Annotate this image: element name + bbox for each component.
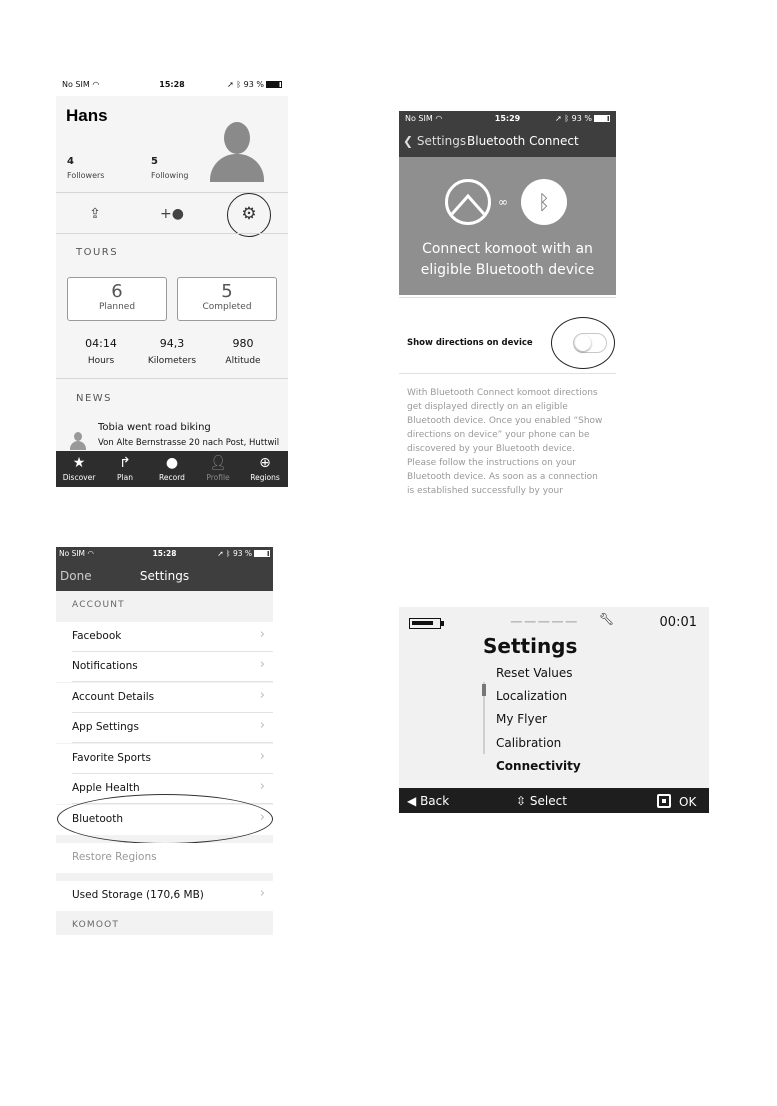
planned-tours-button[interactable]: 6 Planned <box>67 277 167 321</box>
followers-count[interactable]: 4 <box>67 156 74 167</box>
tab-bar <box>56 451 288 487</box>
wifi-icon: ◠ <box>92 80 100 89</box>
nav-bar <box>56 561 273 591</box>
battery-icon <box>409 618 441 629</box>
share-icon[interactable]: ⇪ <box>89 206 101 222</box>
triangle-left-icon: ◀ <box>407 794 417 808</box>
bluetooth-highlight <box>57 794 273 844</box>
toggle-knob <box>575 335 591 351</box>
profile-screen <box>56 74 288 487</box>
battery-icon <box>594 115 610 122</box>
wifi-icon: ◠ <box>87 549 94 558</box>
signal-dashes-icon: ━━ ━━ ━━ ━━ ━━ <box>511 618 577 628</box>
tab-discover[interactable]: ★ Discover <box>56 451 102 487</box>
star-icon: ★ <box>72 455 86 471</box>
up-down-icon: ⇳ <box>516 794 527 808</box>
device-clock: 00:01 <box>659 615 697 630</box>
profile-name: Hans <box>66 106 108 125</box>
battery-icon <box>254 550 270 557</box>
device-ok-button[interactable]: OK <box>657 794 696 809</box>
show-directions-toggle[interactable] <box>573 333 607 353</box>
news-item-subtitle[interactable]: Von Alte Bernstrasse 20 nach Post, Huttwil <box>98 438 280 448</box>
tab-profile[interactable]: 👤︎ Profile <box>195 451 241 487</box>
battery-icon <box>266 81 282 88</box>
tab-record[interactable]: ● Record <box>149 451 195 487</box>
news-avatar[interactable] <box>70 432 86 450</box>
wifi-icon: ◠ <box>435 114 443 123</box>
clock-label: 15:28 <box>152 549 177 558</box>
clock-label: 15:28 <box>159 80 185 89</box>
square-button-icon <box>657 794 671 808</box>
komoot-section-title: KOMOOT <box>72 920 120 930</box>
menu-scrollbar <box>483 682 485 754</box>
page-title: Settings <box>139 569 190 583</box>
bluetooth-connect-screen <box>399 111 616 497</box>
globe-icon: ⊕ <box>259 455 271 471</box>
device-menu-reset-values[interactable]: Reset Values <box>496 666 573 680</box>
chevron-right-icon: › <box>259 657 265 672</box>
location-icon: ➚ <box>217 549 224 558</box>
bluetooth-icon: ᛒ <box>226 549 231 558</box>
metric-kilometers: 94,3 Kilometers <box>147 337 197 366</box>
chevron-right-icon: › <box>259 749 265 764</box>
bluetooth-icon: ᛒ <box>236 80 242 89</box>
chevron-right-icon: › <box>259 718 265 733</box>
bluetooth-logo-icon: ᛒ <box>521 179 567 225</box>
route-arrow-icon: ↱ <box>119 455 131 471</box>
tab-regions[interactable]: ⊕ Regions <box>242 451 288 487</box>
settings-gear-highlight[interactable] <box>227 193 271 237</box>
hero-banner <box>399 157 616 295</box>
battery-status: ➚ ᛒ 93 % <box>555 114 610 123</box>
news-item-title[interactable]: Tobia went road biking <box>98 422 211 433</box>
carrier-label: No SIM ◠ <box>62 80 100 89</box>
chevron-right-icon: › <box>259 810 265 825</box>
device-menu-my-flyer[interactable]: My Flyer <box>496 712 547 726</box>
device-settings-screen <box>399 607 709 813</box>
device-select-button[interactable]: ⇳ Select <box>516 794 567 808</box>
device-back-button[interactable]: ◀ Back <box>407 794 450 808</box>
tours-section-title: TOURS <box>76 247 119 258</box>
back-button[interactable]: ❮ Settings <box>403 134 467 148</box>
settings-item-favorite-sports[interactable]: Favorite Sports › <box>56 744 273 774</box>
metric-altitude: 980 Altitude <box>225 337 261 366</box>
record-icon: ● <box>165 455 179 471</box>
show-directions-row <box>399 297 616 373</box>
settings-item-account-details[interactable]: Account Details › <box>56 683 273 713</box>
clock-label: 15:29 <box>494 114 521 123</box>
settings-item-restore-regions[interactable]: Restore Regions <box>56 843 273 873</box>
following-label[interactable]: Following <box>151 171 189 180</box>
chevron-left-icon: ❮ <box>403 134 414 148</box>
settings-item-app-settings[interactable]: App Settings › <box>56 713 273 743</box>
battery-status: ➚ ᛒ 93 % <box>227 80 282 89</box>
following-count[interactable]: 5 <box>151 156 158 167</box>
settings-item-facebook[interactable]: Facebook › <box>56 622 273 652</box>
location-icon: ➚ <box>555 114 562 123</box>
person-icon: 👤︎ <box>209 455 227 471</box>
carrier-label: No SIM ◠ <box>405 114 443 123</box>
avatar[interactable] <box>206 120 268 182</box>
metric-hours: 04:14 Hours <box>85 337 117 366</box>
wrench-icon: 🔧︎ <box>599 612 615 626</box>
bluetooth-icon: ᛒ <box>564 114 570 123</box>
chevron-right-icon: › <box>259 886 265 901</box>
nav-bar <box>399 127 616 157</box>
komoot-logo-icon <box>445 179 491 225</box>
device-button-bar <box>399 788 709 813</box>
settings-item-apple-health[interactable]: Apple Health › <box>56 774 273 804</box>
tab-plan[interactable]: ↱ Plan <box>102 451 148 487</box>
chevron-right-icon: › <box>259 779 265 794</box>
device-menu-localization[interactable]: Localization <box>496 689 568 703</box>
settings-screen <box>56 547 273 935</box>
followers-label[interactable]: Followers <box>67 171 105 180</box>
hero-text: Connect komoot with an eligible Bluetooth device <box>420 241 595 278</box>
account-section-title: ACCOUNT <box>72 600 125 610</box>
device-menu-calibration[interactable]: Calibration <box>496 736 562 750</box>
gear-icon[interactable]: ⚙ <box>241 204 257 224</box>
device-title: Settings <box>483 634 578 658</box>
battery-status: ➚ ᛒ 93 % <box>217 549 270 558</box>
chevron-right-icon: › <box>259 627 265 642</box>
settings-item-bluetooth[interactable]: Bluetooth › <box>56 805 273 835</box>
link-icon: ∞ <box>498 195 508 209</box>
show-directions-label: Show directions on device <box>407 338 533 348</box>
done-button[interactable]: Done <box>60 569 92 583</box>
settings-item-notifications[interactable]: Notifications › <box>56 652 273 682</box>
add-friend-icon[interactable]: +● <box>160 206 184 222</box>
carrier-label: No SIM ◠ <box>59 549 94 558</box>
location-icon: ➚ <box>227 80 234 89</box>
status-bar <box>56 547 273 561</box>
device-menu-connectivity[interactable]: Connectivity <box>496 759 581 773</box>
status-bar <box>399 111 616 127</box>
settings-item-used-storage[interactable]: Used Storage (170,6 MB) › <box>56 881 273 911</box>
news-section-title: NEWS <box>76 393 113 404</box>
description-text: With Bluetooth Connect komoot directions get displayed directly on an eligible Bluetooth device. Once you enabled “Show directions on device” your phone can be discovered by your Bluetooth device. Please follow the instructions on your Bluetooth device. As soon as a connection is established successfully by your <box>407 388 603 496</box>
completed-tours-button[interactable]: 5 Completed <box>177 277 277 321</box>
page-title: Bluetooth Connect <box>467 134 579 148</box>
chevron-right-icon: › <box>259 688 265 703</box>
status-bar <box>56 74 288 96</box>
